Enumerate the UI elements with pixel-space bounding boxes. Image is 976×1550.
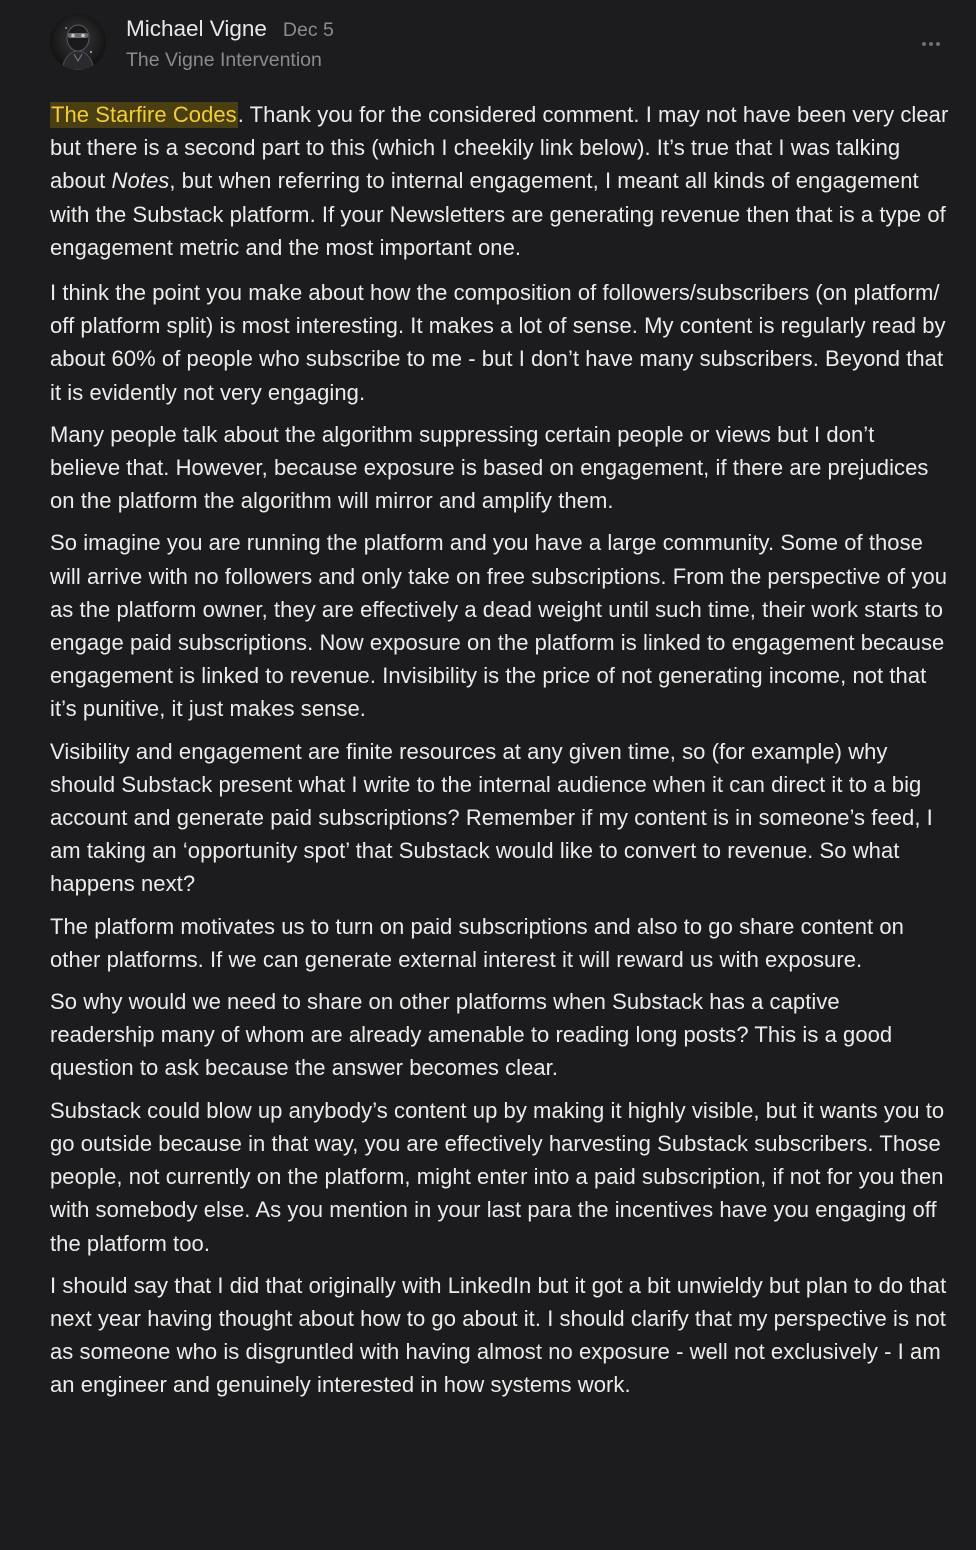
more-options-button[interactable] (916, 34, 946, 54)
author-block (126, 16, 334, 72)
user-mention-link[interactable]: The Starfire Codes (51, 102, 237, 127)
notes-emphasis: Notes (111, 168, 170, 194)
comment-paragraph: Substack could blow up anybody’s content up by making it highly visible, but it wants you to go outside because in that way, you are effectively harvesting Substack subscribers. Those people, not currently on the platform, might enter into a paid subscription, if not for you then with somebody else. As you mention in your last para the incentives have you engaging off the platform too. (50, 1097, 945, 1256)
ellipsis-icon (929, 42, 933, 46)
comment-paragraph: Visibility and engagement are finite resources at any given time, so (for example) why should Substack present what I write to the internal audience when it can direct it to a big account and generate paid subscriptions? Remember if my content is in someone’s feed, I am taking an ‘opportunity spot’ that Substack would like to convert to revenue. So what happens next? (50, 738, 933, 897)
comment-body (50, 98, 950, 1411)
comment-paragraph: Many people talk about the algorithm suppressing certain people or views but I don’t believe that. However, because exposure is based on engagement, if there are prejudices on the platform the algorithm will mirror and amplify them. (50, 421, 929, 514)
avatar[interactable] (50, 14, 106, 70)
post-date[interactable]: Dec 5 (282, 19, 334, 41)
comment-paragraph: So why would we need to share on other platforms when Substack has a captive readership many of whom are already amenable to reading long posts? This is a good question to ask because the answer becomes clear. (50, 989, 893, 1081)
author-name[interactable]: Michael Vigne (126, 16, 267, 41)
paragraph-text: , but when referring to internal engagement, I meant all kinds of engagement with the Substack platform. If your Newsletters are generating revenue then that is a type of engagement metric and the most important one. (50, 168, 946, 260)
comment-paragraph: I should say that I did that originally with LinkedIn but it got a bit unwieldy but plan to do that next year having thought about how to go about it. I should clarify that my perspective is not as someone who is disgruntled with having almost no exposure - well not exclusively - I am an engineer and genuinely interested in how systems work. (50, 1272, 947, 1398)
comment-paragraph: I think the point you make about how the composition of followers/subscribers (on platform/ off platform split) is most interesting. It makes a lot of sense. My content is regularly read by about 60% of people who subscribe to me - but I don’t have many subscribers. Beyond that it is evidently not very engaging. (50, 280, 946, 405)
ellipsis-icon (936, 42, 940, 46)
publication-name[interactable]: The Vigne Intervention (126, 49, 322, 71)
comment-paragraph: So imagine you are running the platform and you have a large community. Some of those will arrive with no followers and only take on free subscriptions. From the perspective of you as the platform owner, they are effectively a dead weight until such time, their work starts to engage paid subscriptions. Now exposure on the platform is linked to engagement because engagement is linked to revenue. Invisibility is the price of not generating income, not that it’s punitive, it just makes sense. (50, 530, 948, 722)
comment-paragraph (50, 98, 950, 264)
author-row (126, 16, 334, 48)
ellipsis-icon (922, 42, 926, 46)
comment-paragraph: The platform motivates us to turn on paid subscriptions and also to go share content on other platforms. If we can generate external interest it will reward us with exposure. (50, 913, 904, 972)
paragraph-text: . Thank you for the considered comment. I may not have been very clear but there is a second part to this (which I cheekily link below). It’s true that I was talking about (50, 102, 949, 194)
avatar-portrait-icon (50, 14, 106, 70)
